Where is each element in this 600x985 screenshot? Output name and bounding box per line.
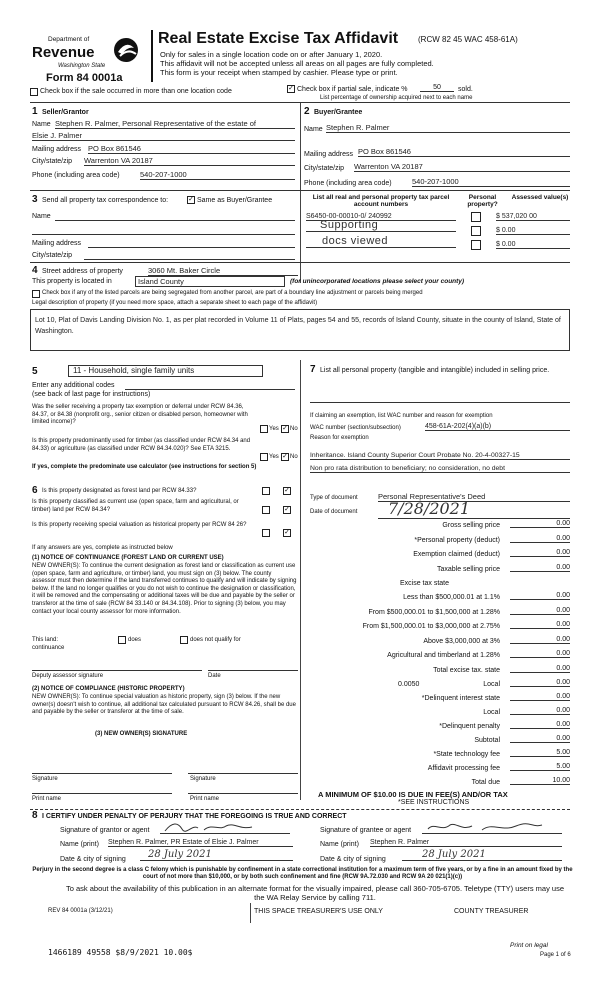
list-pct-note: List percentage of ownership acquired next to each name <box>320 95 473 101</box>
subtotal-label: Subtotal <box>474 737 500 744</box>
section-3-city-label: City/state/zip <box>32 252 73 259</box>
q-timber-no-label: No <box>290 454 298 460</box>
section-2-number: 2 <box>304 106 310 117</box>
wac-label: WAC number (section/subsection) <box>310 425 401 431</box>
notice-1-text: NEW OWNER(S): To continue the current designation as forest land or classification as current use (open space, farm and agriculture, or timber) land, you must sign on (3) below. The county assessor must then determine if the land transferred continues to qualify and will indicate by signing below. If the land no longer qualifies or you do not wish to continue the designation or classification, it will be removed and the compensating or additional taxes will be due and payable by the seller or transferor at the time of sale (RCW 84 33.140 or 84.34.108). Prior to signing (3) below, you may contact your local county assessor for more information. <box>32 563 297 615</box>
personal-1-checkbox[interactable] <box>471 212 481 222</box>
personal-3-checkbox[interactable] <box>471 240 481 250</box>
same-as-buyer-label: Same as Buyer/Grantee <box>197 197 273 204</box>
personal-col-header: Personal property? <box>467 194 498 208</box>
tier3-label: From $1,500,000.01 to $3,000,000 at 2.75% <box>362 623 500 630</box>
q-current-use: Is this property classified as current use (open space, farm and agricultural, or timber) land per RCW 84.34? <box>32 499 239 513</box>
grantee-name-field[interactable]: Stephen R. Palmer <box>370 839 562 847</box>
buyer-heading: Buyer/Grantee <box>314 109 363 116</box>
segregated-label: Check box if any of the listed parcels are being segregated from another parcel, are part of a boundary line adjustment or parcels being merged <box>42 290 423 296</box>
unincorp-note: (for unincorporated locations please select your county) <box>290 278 465 285</box>
delinq-local-value[interactable]: 0.00 <box>510 707 570 715</box>
treasurer-use: THIS SPACE TREASURER'S USE ONLY <box>254 908 383 915</box>
doc-type-label: Type of document <box>310 495 358 501</box>
located-label: This property is located in <box>32 278 112 285</box>
tier1-value[interactable]: 0.00 <box>510 592 570 600</box>
buyer-name-field[interactable]: Stephen R. Palmer <box>326 123 570 133</box>
section-4-number: 4 <box>32 265 38 276</box>
swirl-icon <box>112 36 140 64</box>
seller-heading: Seller/Grantor <box>42 109 89 116</box>
segregated-checkbox[interactable] <box>32 290 40 298</box>
q-exemption-yes[interactable] <box>260 425 268 433</box>
section-3-name-label: Name <box>32 213 51 220</box>
seller-name-label: Name <box>32 121 51 128</box>
local-value[interactable]: 0.00 <box>510 679 570 687</box>
revenue-wordmark: Revenue <box>32 44 95 61</box>
if-yes-note: If any answers are yes, complete as instructed below <box>32 545 173 551</box>
delinq-local-label: Local <box>483 709 500 716</box>
q-timber-no[interactable]: ✓ <box>282 453 288 460</box>
see-instructions: *SEE INSTRUCTIONS <box>398 799 470 806</box>
new-owner-sig-label-1: Signature <box>32 776 58 782</box>
assessed-col-header: Assessed value(s) <box>511 194 569 201</box>
seller-phone-label: Phone (including area code) <box>32 172 120 179</box>
affidavit-fee-label: Affidavit processing fee <box>427 765 500 772</box>
delinq-state-label: *Delinquent interest state <box>421 695 500 702</box>
grantor-name-label: Name (print) <box>60 841 99 848</box>
gross-label: Gross selling price <box>442 522 500 529</box>
total-due-value[interactable]: 10.00 <box>510 777 570 785</box>
seller-mailing-label: Mailing address <box>32 146 82 153</box>
q-historic-no[interactable]: ✓ <box>284 529 290 536</box>
q-current-use-yes[interactable] <box>262 506 270 514</box>
land-use-select[interactable]: 11 - Household, single family units <box>68 365 263 377</box>
same-as-buyer-checkbox[interactable]: ✓ <box>188 196 194 203</box>
seller-city-field[interactable]: Warrenton VA 20187 <box>84 156 295 166</box>
section-1-number: 1 <box>32 106 38 117</box>
exemption-label: Exemption claimed (deduct) <box>413 551 500 558</box>
personal-label: *Personal property (deduct) <box>414 537 500 544</box>
grantor-name-field[interactable]: Stephen R. Palmer, PR Estate of Elsie J. Palmer <box>108 839 293 847</box>
buyer-phone-label: Phone (including area code) <box>304 180 392 187</box>
doc-date-label: Date of document <box>310 509 358 515</box>
legal-description-field[interactable]: Lot 10, Plat of Davis Landing Division No. 1, as per plat recorded in Volume 11 of Plats, pages 54 and 55, records of Island County, situate in the county of Island, State of Washington. <box>30 309 570 351</box>
form-title: Real Estate Excise Tax Affidavit <box>158 30 399 47</box>
recording-stamp: 1466189 49558 $8/9/2021 10.00$ <box>48 948 193 957</box>
county-treasurer: COUNTY TREASURER <box>454 908 529 915</box>
street-field[interactable]: 3060 Mt. Baker Circle <box>148 266 298 276</box>
excise-state-label: Excise tax state <box>400 580 450 587</box>
form-number: Form 84 0001a <box>46 72 123 84</box>
partial-sale-checkbox[interactable]: ✓ <box>288 85 294 92</box>
grantee-signature[interactable] <box>422 820 562 834</box>
form-sub-2: This affidavit will not be accepted unless all areas on all pages are fully completed. <box>160 59 434 68</box>
land-does-checkbox[interactable] <box>118 636 126 644</box>
tier5-label: Agricultural and timberland at 1.28% <box>387 652 500 659</box>
tier4-value[interactable]: 0.00 <box>510 636 570 644</box>
q-exemption-no[interactable]: ✓ <box>282 425 288 432</box>
partial-sale-label: Check box if partial sale, indicate % <box>297 86 408 93</box>
total-state-label: Total excise tax. state <box>433 667 500 674</box>
taxable-value[interactable]: 0.00 <box>510 564 570 572</box>
sold-label: sold. <box>458 86 473 93</box>
section-3-number: 3 <box>32 194 38 205</box>
grantor-signature[interactable] <box>160 820 290 834</box>
doc-date-field[interactable]: 7/28/2021 <box>378 499 570 519</box>
delinq-state-value[interactable]: 0.00 <box>510 693 570 701</box>
notice-1-title: (1) NOTICE OF CONTINUANCE (FOREST LAND OR CURRENT USE) <box>32 555 224 561</box>
seller-mailing-field[interactable]: PO Box 861546 <box>88 144 295 154</box>
grantor-sig-label: Signature of grantor or agent <box>60 827 150 834</box>
assessed-1-field[interactable]: $ 537,020 00 <box>496 213 570 221</box>
minimum-due-note: A MINIMUM OF $10.00 IS DUE IN FEE(S) AND/OR TAX <box>318 790 508 799</box>
q-exemption-no-label: No <box>290 426 298 432</box>
revenue-logo <box>30 30 150 85</box>
rev-number: REV 84 0001a (3/12/21) <box>48 908 113 914</box>
docs-viewed-stamp: docs viewed <box>322 235 389 247</box>
notice-2-text: NEW OWNER(S): To continue special valuation as historic property, sign (3) below. If the new owner(s) doesn't wish to continue, all additional tax calculated pursuant to RCW 84.26, shall be due and payable by the seller or transferor at the time of sale. <box>32 694 296 716</box>
tech-fee-value[interactable]: 5.00 <box>510 749 570 757</box>
tier2-label: From $500,000.01 to $1,500,000 at 1.28% <box>368 609 500 616</box>
assessed-2-field[interactable]: $ 0.00 <box>496 227 570 235</box>
buyer-city-field[interactable]: Warrenton VA 20187 <box>354 162 570 172</box>
grantee-date-field[interactable]: 28 July 2021 <box>402 849 562 861</box>
subtotal-value[interactable]: 0.00 <box>510 735 570 743</box>
section-3-text: Send all property tax correspondence to: <box>42 197 169 204</box>
q-current-use-no[interactable]: ✓ <box>284 506 290 513</box>
doc-type-field[interactable]: Personal Representative's Deed <box>378 492 570 502</box>
county-select[interactable]: Island County <box>135 276 285 287</box>
buyer-city-label: City/state/zip <box>304 165 345 172</box>
section-7-text: List all personal property (tangible and intangible) included in selling price. <box>320 367 550 374</box>
tier2-value[interactable]: 0.00 <box>510 607 570 615</box>
seller-name-field[interactable]: Stephen R. Palmer, Personal Representative of the estate of <box>55 119 295 129</box>
q-historic-yes[interactable] <box>262 529 270 537</box>
delinq-penalty-value[interactable]: 0.00 <box>510 721 570 729</box>
delinq-penalty-label: *Delinquent penalty <box>439 723 500 730</box>
codes-note: (see back of last page for instructions) <box>32 391 151 398</box>
tier4-label: Above $3,000,000 at 3% <box>423 638 500 645</box>
grantee-name-label: Name (print) <box>320 841 359 848</box>
tier3-value[interactable]: 0.00 <box>510 621 570 629</box>
section-6-number: 6 <box>32 485 38 496</box>
q-timber-yes-label: Yes <box>269 454 279 460</box>
seller-city-label: City/state/zip <box>32 158 73 165</box>
q-timber-note: If yes, complete the predominate use calculator (see instructions for section 5) <box>32 464 257 470</box>
buyer-name-label: Name <box>304 126 323 133</box>
land-does-label: does <box>128 637 142 643</box>
personal-value[interactable]: 0.00 <box>510 535 570 543</box>
total-due-label: Total due <box>471 779 500 786</box>
q-forest: Is this property designated as forest land per RCW 84.33? <box>42 488 197 494</box>
tier5-value[interactable]: 0.00 <box>510 650 570 658</box>
seller-phone-field[interactable]: 540-207-1000 <box>140 170 295 180</box>
reason-label: Reason for exemption <box>310 435 369 441</box>
this-land-label: This land: <box>32 637 59 643</box>
more-locations-label: Check box if the sale occurred in more than one location code <box>40 88 232 95</box>
total-state-value[interactable]: 0.00 <box>510 665 570 673</box>
grantee-date-label: Date & city of signing <box>320 856 386 863</box>
new-owner-sig-label-2: Signature <box>190 776 216 782</box>
page-number: Page 1 of 6 <box>540 952 571 958</box>
grantee-sig-label: Signature of grantee or agent <box>320 827 412 834</box>
buyer-mailing-label: Mailing address <box>304 151 354 158</box>
reason-field-1[interactable]: Inheritance. Island County Superior Court Probate No. 20-4-00327-15 <box>310 452 570 460</box>
assessed-3-field[interactable]: $ 0.00 <box>496 241 570 249</box>
section-5-number: 5 <box>32 366 38 377</box>
reason-field-2[interactable]: Non pro rata distribution to beneficiary; no consideration, no debt <box>310 465 570 473</box>
section-8-number: 8 <box>32 810 38 821</box>
tech-fee-label: *State technology fee <box>433 751 500 758</box>
street-label: Street address of property <box>42 268 123 275</box>
notice-3-title: (3) NEW OWNER(S) SIGNATURE <box>95 731 188 737</box>
q-forest-no[interactable]: ✓ <box>284 487 290 494</box>
q-forest-yes[interactable] <box>262 487 270 495</box>
certify-text: I CERTIFY UNDER PENALTY OF PERJURY THAT THE FOREGOING IS TRUE AND CORRECT <box>42 813 347 820</box>
continuance-label: continuance <box>32 645 65 651</box>
land-does-not-label: does not qualify for <box>190 637 241 643</box>
deputy-date-label: Date <box>208 673 221 679</box>
alt-format-text: To ask about the availability of this publication in an alternate format for the visually impaired, please call 360-705-6705. Teletype (TTY) users may use the WA Relay Service by calling 711. <box>65 884 565 902</box>
form-sub-1: Only for sales in a single location code on or after January 1, 2020. <box>160 50 383 59</box>
buyer-phone-field[interactable]: 540-207-1000 <box>412 177 570 187</box>
exempt-label: If claiming an exemption, list WAC number and reason for exemption <box>310 413 493 419</box>
print-legal-note: Print on legal <box>510 942 548 949</box>
partial-pct[interactable]: 50 <box>420 84 454 92</box>
q-historic: Is this property receiving special valuation as historical property per RCW 84 26? <box>32 522 247 528</box>
legal-label: Legal description of property (if you need more space, attach a separate sheet to each page of the affidavit) <box>32 300 318 306</box>
taxable-label: Taxable selling price <box>436 566 500 573</box>
q-exemption: Was the seller receiving a property tax exemption or deferral under RCW 84.36, 84.37, or 84.38 (nonprofit org., senior citizen or disabled person, homeowner with limited income)? <box>32 404 248 425</box>
personal-2-checkbox[interactable] <box>471 226 481 236</box>
state-line: Washington State <box>58 63 106 69</box>
form-rcw: (RCW 82 45 WAC 458-61A) <box>418 35 518 44</box>
supporting-stamp: Supporting <box>320 219 379 231</box>
parcel-1-field[interactable]: S6450-00-00010-0/ 240992 <box>306 213 456 221</box>
section-7-number: 7 <box>310 364 316 375</box>
parcel-col-header: List all real and personal property tax parcel account numbers <box>312 194 450 208</box>
dept-line: Department of <box>48 36 90 43</box>
form-sub-3: This form is your receipt when stamped by cashier. Please type or print. <box>160 68 398 77</box>
notice-2-title: (2) NOTICE OF COMPLIANCE (HISTORIC PROPERTY) <box>32 686 185 692</box>
seller-name-field-2[interactable]: Elsie J. Palmer <box>32 131 295 141</box>
more-locations-checkbox[interactable] <box>30 88 38 96</box>
buyer-mailing-field[interactable]: PO Box 861546 <box>358 147 570 157</box>
deputy-sig-label: Deputy assessor signature <box>32 673 104 679</box>
grantor-date-label: Date & city of signing <box>60 856 126 863</box>
grantor-date-field[interactable]: 28 July 2021 <box>140 849 293 861</box>
wac-field[interactable]: 458-61A-202(4)(a)(b) <box>425 423 570 431</box>
local-rate: 0.0050 <box>398 681 420 688</box>
tier1-label: Less than $500,000.01 at 1.1% <box>403 594 500 601</box>
section-3-mailing-label: Mailing address <box>32 240 82 247</box>
new-owner-print-label-2: Print name <box>190 796 220 802</box>
q-timber: Is this property predominantly used for timber (as classified under RCW 84.34 and 84.33) or agriculture (as classified under RCW 84.34.020)? See ETA 3215. <box>32 438 251 452</box>
affidavit-fee-value[interactable]: 5.00 <box>510 763 570 771</box>
local-label: Local <box>483 681 500 688</box>
codes-label: Enter any additional codes <box>32 382 115 389</box>
q-exemption-yes-label: Yes <box>269 426 279 432</box>
q-timber-yes[interactable] <box>260 453 268 461</box>
exemption-value[interactable]: 0.00 <box>510 549 570 557</box>
land-does-not-checkbox[interactable] <box>180 636 188 644</box>
gross-value[interactable]: 0.00 <box>510 520 570 528</box>
new-owner-print-label-1: Print name <box>32 796 62 802</box>
perjury-text: Perjury in the second degree is a class C felony which is punishable by confinement in a state correctional institution for a maximum term of five years, or by a fine in an amount fixed by the court of not more than $10,000, or by both such confinement and fine (RCW 9A.72.030 and RCW 9A 20 021(1)(c)) <box>32 867 573 880</box>
